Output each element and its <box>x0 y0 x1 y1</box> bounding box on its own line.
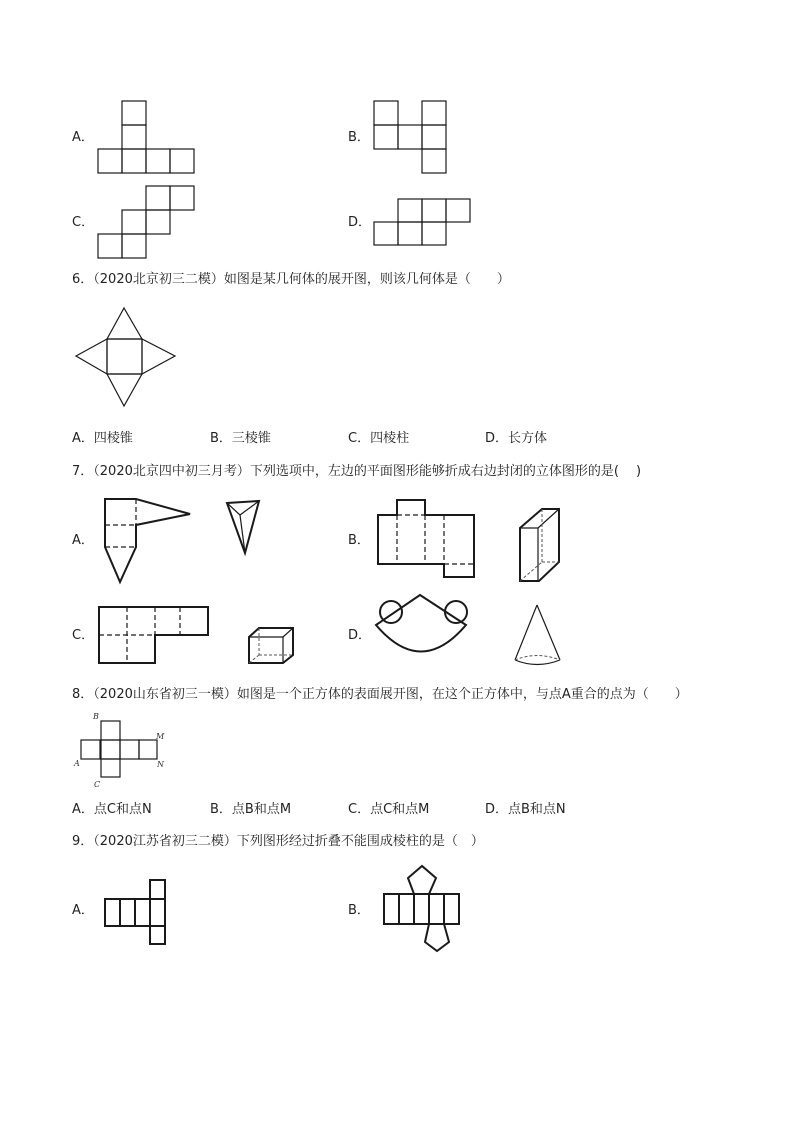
q5-option-a[interactable]: A． <box>72 130 94 145</box>
q8-label-a: A <box>74 759 80 768</box>
q7-stem: 7．（2020北京四中初三月考）下列选项中，左边的平面图形能够折成右边封闭的立体图形的是( ) <box>72 464 642 479</box>
q7-option-b[interactable]: B． <box>348 533 370 548</box>
q8-label-n: N <box>157 760 164 769</box>
q9-stem: 9．（2020江苏省初三二模）下列图形经过折叠不能围成棱柱的是（ ） <box>72 834 484 849</box>
q6-option-d[interactable]: D．长方体 <box>485 431 548 446</box>
q5-option-b[interactable]: B． <box>348 130 370 145</box>
q6-option-a[interactable]: A．四棱锥 <box>72 431 133 446</box>
q8-label-m: M <box>156 732 165 741</box>
q9-option-a[interactable]: A． <box>72 903 94 918</box>
q8-option-d[interactable]: D．点B和点N <box>485 802 566 817</box>
q7-option-d[interactable]: D． <box>348 628 372 643</box>
q8-label-c: C <box>94 780 101 789</box>
q7-option-c[interactable]: C． <box>72 628 95 643</box>
q8-option-a[interactable]: A．点C和点N <box>72 802 152 817</box>
q9-option-b[interactable]: B． <box>348 903 370 918</box>
q8-stem: 8．（2020山东省初三一模）如图是一个正方体的表面展开图，在这个正方体中，与点A重合的点为（ ） <box>72 687 688 702</box>
q5-option-d[interactable]: D． <box>348 215 372 230</box>
q6-option-c[interactable]: C．四棱柱 <box>348 431 410 446</box>
q8-label-b: B <box>93 712 99 721</box>
q8-option-c[interactable]: C．点C和点M <box>348 802 430 817</box>
q6-option-b[interactable]: B．三棱锥 <box>210 431 271 446</box>
q7-option-a[interactable]: A． <box>72 533 94 548</box>
q5-option-c[interactable]: C． <box>72 215 95 230</box>
q8-option-b[interactable]: B．点B和点M <box>210 802 292 817</box>
q6-stem: 6．（2020北京初三二模）如图是某几何体的展开图，则该几何体是（ ） <box>72 272 510 287</box>
